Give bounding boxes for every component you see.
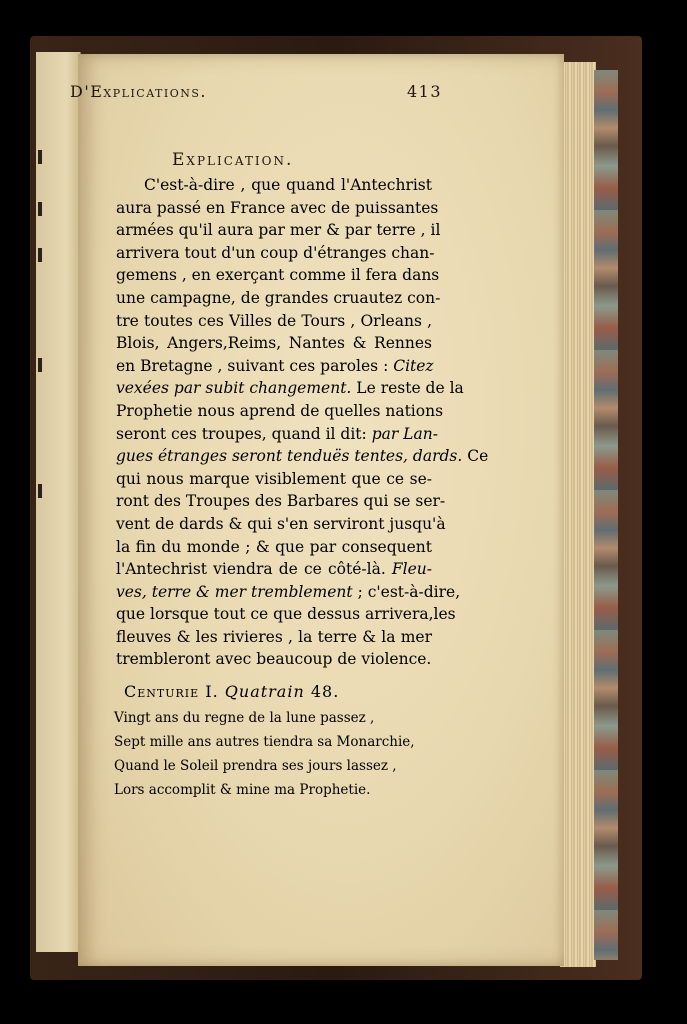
body-line <box>116 310 432 333</box>
body-line <box>116 648 432 671</box>
body-line <box>116 219 441 242</box>
running-title: D'Explications. <box>70 82 207 101</box>
text-run: arrivera tout d'un coup d'étranges chan- <box>116 243 435 262</box>
body-line <box>116 197 439 220</box>
body-line <box>116 332 432 355</box>
italic-quote: vexées par subit changement. <box>116 379 352 398</box>
text-run: gemens , en exerçant comme il fera dans <box>116 266 440 285</box>
italic-quote: par Lan- <box>371 424 438 443</box>
body-line <box>116 468 432 491</box>
verse-line: Vingt ans du regne de la lune passez , <box>114 710 375 726</box>
italic-quote: ves, terre & mer tremblement <box>116 582 353 601</box>
text-run: la fin du monde ; & que par consequent <box>116 537 432 556</box>
body-line <box>116 400 444 423</box>
quatrain-label: Quatrain <box>224 682 305 701</box>
italic-quote: gues étranges seront tenduës tentes, dards. <box>116 447 463 466</box>
facing-page-ink <box>38 248 42 262</box>
text-run: trembleront avec beaucoup de violence. <box>116 650 432 669</box>
body-line <box>116 445 489 468</box>
text-run: seront ces troupes, quand il dit: <box>116 424 372 443</box>
text-run: Prophetie nous aprend de quelles nations <box>116 401 444 420</box>
text-run: Ce <box>462 447 489 466</box>
facing-page-ink <box>38 202 42 216</box>
body-line <box>116 355 432 378</box>
body-line <box>116 581 461 604</box>
quatrain-verse <box>114 706 474 802</box>
text-run: en Bretagne , suivant ces paroles : <box>116 356 394 375</box>
body-line <box>116 423 438 446</box>
facing-page <box>36 52 81 952</box>
text-run: ront des Troupes des Barbares qui se ser- <box>116 492 446 511</box>
text-run: que lorsque tout ce que dessus arrivera,les <box>116 605 456 624</box>
body-line <box>116 287 441 310</box>
page-number: 413 <box>406 82 442 101</box>
page-edges <box>560 62 596 967</box>
quatrain-number: 48. <box>310 682 340 701</box>
body-line <box>116 490 446 513</box>
body-line <box>116 626 432 649</box>
text-run: qui nous marque visiblement que ce se- <box>116 469 432 488</box>
text-run: Le reste de la <box>351 379 464 398</box>
facing-page-ink <box>38 150 42 164</box>
verse-line: Sept mille ans autres tiendra sa Monarchie, <box>114 734 415 750</box>
centurie-label: Centurie <box>124 682 200 701</box>
verse-line: Quand le Soleil prendra ses jours lassez , <box>114 758 397 774</box>
text-run: aura passé en France avec de puissantes <box>116 198 439 217</box>
facing-page-ink <box>38 358 42 372</box>
text-run: C'est-à-dire , que quand l'Antechrist <box>144 176 432 194</box>
text-run: tre toutes ces Villes de Tours , Orleans , <box>116 311 432 330</box>
centurie-number: I. <box>205 682 219 701</box>
body-line <box>116 603 456 626</box>
text-run: fleuves & les rivieres , la terre & la mer <box>116 627 432 646</box>
body-line <box>116 558 432 581</box>
section-heading: Explication. <box>172 150 294 170</box>
body-line <box>116 174 432 197</box>
body-line <box>116 377 464 400</box>
body-text <box>116 174 489 671</box>
centurie-heading <box>124 682 339 701</box>
italic-quote: Fleu- <box>391 560 432 579</box>
text-run: Blois, Angers,Reims, Nantes & Rennes <box>116 334 432 353</box>
marbled-fore-edge <box>594 70 618 960</box>
body-line <box>116 513 446 536</box>
italic-quote: Citez <box>393 356 434 375</box>
text-run: ; c'est-à-dire, <box>352 582 461 601</box>
text-run: armées qu'il aura par mer & par terre , il <box>116 221 441 240</box>
text-run: une campagne, de grandes cruautez con- <box>116 288 441 307</box>
text-run: vent de dards & qui s'en serviront jusqu'à <box>116 514 446 533</box>
text-run: l'Antechrist viendra de ce côté-là. <box>116 560 392 579</box>
verse-line: Lors accomplit & mine ma Prophetie. <box>114 782 371 798</box>
facing-page-ink <box>38 484 42 498</box>
body-line <box>116 536 432 559</box>
body-line <box>116 242 435 265</box>
body-line <box>116 264 440 287</box>
